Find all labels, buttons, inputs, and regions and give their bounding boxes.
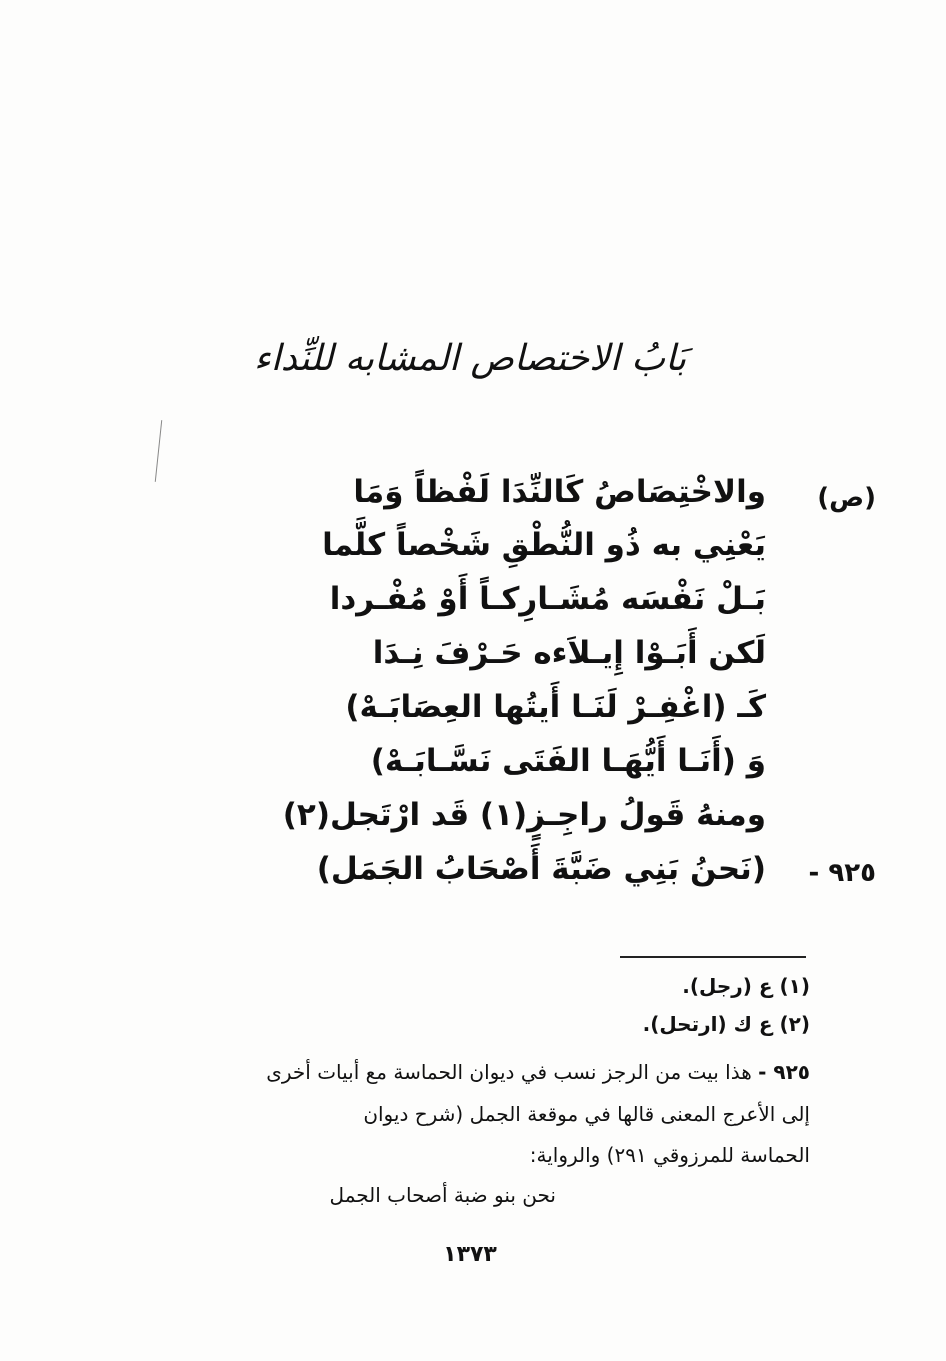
page-number: ١٣٧٣ xyxy=(443,1242,497,1267)
verse-line-1: والاخْتِصَاصُ كَالنِّدَا لَفْظاً وَمَا xyxy=(353,474,766,510)
commentary-quote: نحن بنو ضبة أصحاب الجمل xyxy=(329,1183,556,1207)
commentary-line-3: الحماسة للمرزوقي ٢٩١) والرواية: xyxy=(529,1143,810,1167)
footnote-1: (١) ع (رجل). xyxy=(682,974,810,998)
footnote-divider xyxy=(620,956,806,958)
commentary-line-1 xyxy=(130,1054,810,1090)
verse-line-2: يَعْنِي به ذُو النُّطْقِ شَخْصاً كلَّما xyxy=(322,527,766,563)
verse-number: ٩٢٥ - xyxy=(808,858,876,888)
verse-line-5: كَـ (اغْفِـرْ لَنَـا أَيتُها العِصَابَـهْ) xyxy=(345,689,766,725)
commentary-line-2: إلى الأعرج المعنى قالها في موقعة الجمل (شرح ديوان xyxy=(363,1102,810,1126)
commentary-number: ٩٢٥ - xyxy=(758,1060,810,1084)
verse-line-8: (نَحنُ بَنِي ضَبَّةَ أَصْحَابُ الجَمَل) xyxy=(316,851,766,887)
text-marker: (ص) xyxy=(817,483,876,513)
verse-line-7: ومنهُ قَولُ راجِـزٍ(١) قَد ارْتَجل(٢) xyxy=(282,797,766,833)
chapter-title: بَابُ الاختصاص المشابه للنِّداء xyxy=(253,338,687,379)
verse-line-3: بَـلْ نَفْسَه مُشَـارِكـاً أَوْ مُفْـردا xyxy=(329,581,766,617)
verse-line-4: لَكن أَبَـوْا إِيـلاَءه حَـرْفَ نِـدَا xyxy=(372,635,766,671)
footnote-2: (٢) ع ك (ارتحل). xyxy=(642,1012,810,1036)
verse-line-6: وَ (أَنَـا أَيُّهَـا الفَتَى نَسَّـابَـهْ) xyxy=(370,743,766,779)
commentary-text-1: هذا بيت من الرجز نسب في ديوان الحماسة مع أبيات أخرى xyxy=(266,1060,752,1084)
